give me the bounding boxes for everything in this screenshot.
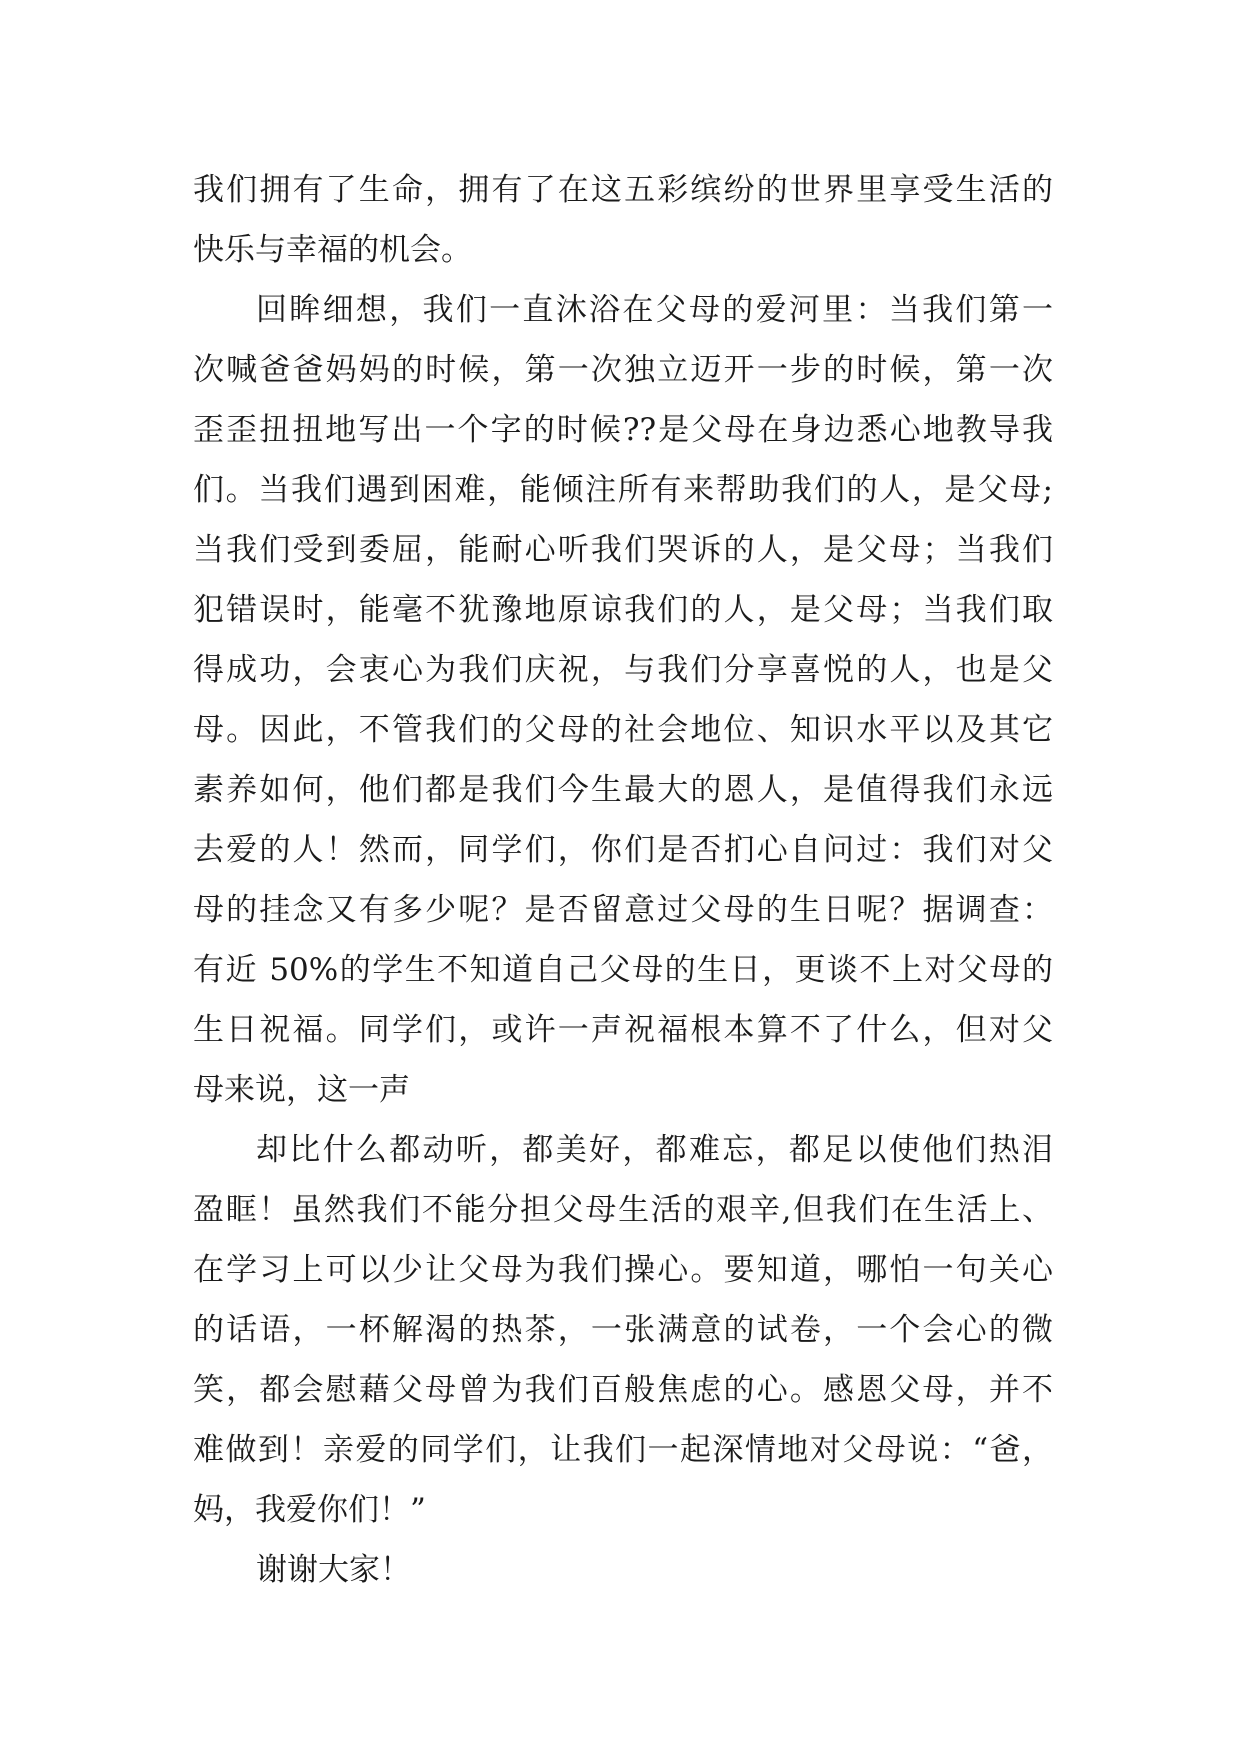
text-line: 我们拥有了生命，拥有了在这五彩缤纷的世界里享受生活的 bbox=[193, 172, 1053, 208]
text-line: 母。因此，不管我们的父母的社会地位、知识水平以及其它 bbox=[193, 712, 1053, 748]
text-line: 当我们受到委屈，能耐心听我们哭诉的人，是父母；当我们 bbox=[193, 532, 1053, 568]
paragraph-3 bbox=[193, 1120, 1053, 1540]
text-line: 的话语，一杯解渴的热茶，一张满意的试卷，一个会心的微 bbox=[193, 1312, 1053, 1348]
text-line: 母的挂念又有多少呢？是否留意过父母的生日呢？据调查： bbox=[193, 892, 1053, 928]
text-line: 在学习上可以少让父母为我们操心。要知道，哪怕一句关心 bbox=[193, 1252, 1053, 1288]
paragraph-1 bbox=[193, 160, 1053, 280]
paragraph-4 bbox=[193, 1540, 1053, 1600]
text-line: 笑，都会慰藉父母曾为我们百般焦虑的心。感恩父母，并不 bbox=[193, 1372, 1053, 1408]
text-line: 素养如何，他们都是我们今生最大的恩人，是值得我们永远 bbox=[193, 772, 1053, 808]
paragraph-2 bbox=[193, 280, 1053, 1120]
text-line: 犯错误时，能毫不犹豫地原谅我们的人，是父母；当我们取 bbox=[193, 592, 1053, 628]
body-text bbox=[193, 160, 1053, 1600]
text-line: 快乐与幸福的机会。 bbox=[193, 232, 472, 268]
text-line: 次喊爸爸妈妈的时候，第一次独立迈开一步的时候，第一次 bbox=[193, 352, 1053, 388]
text-line: 们。当我们遇到困难，能倾注所有来帮助我们的人，是父母; bbox=[193, 472, 1053, 508]
text-line: 歪歪扭扭地写出一个字的时候??是父母在身边悉心地教导我 bbox=[193, 412, 1053, 448]
text-line: 回眸细想，我们一直沐浴在父母的爱河里：当我们第一 bbox=[256, 292, 1053, 328]
text-line: 妈，我爱你们！” bbox=[193, 1492, 426, 1528]
text-line: 得成功，会衷心为我们庆祝，与我们分享喜悦的人，也是父 bbox=[193, 652, 1053, 688]
text-line: 生日祝福。同学们，或许一声祝福根本算不了什么，但对父 bbox=[193, 1012, 1053, 1048]
text-line: 去爱的人！然而，同学们，你们是否扪心自问过：我们对父 bbox=[193, 832, 1053, 868]
text-line: 却比什么都动听，都美好，都难忘，都足以使他们热泪 bbox=[256, 1132, 1053, 1168]
text-line: 盈眶！虽然我们不能分担父母生活的艰辛,但我们在生活上、 bbox=[193, 1192, 1053, 1228]
text-line: 难做到！亲爱的同学们，让我们一起深情地对父母说：“爸， bbox=[193, 1432, 1053, 1468]
text-line: 母来说，这一声 bbox=[193, 1072, 410, 1108]
text-line: 有近 50%的学生不知道自己父母的生日，更谈不上对父母的 bbox=[193, 952, 1053, 988]
closing-line: 谢谢大家！ bbox=[256, 1552, 411, 1588]
